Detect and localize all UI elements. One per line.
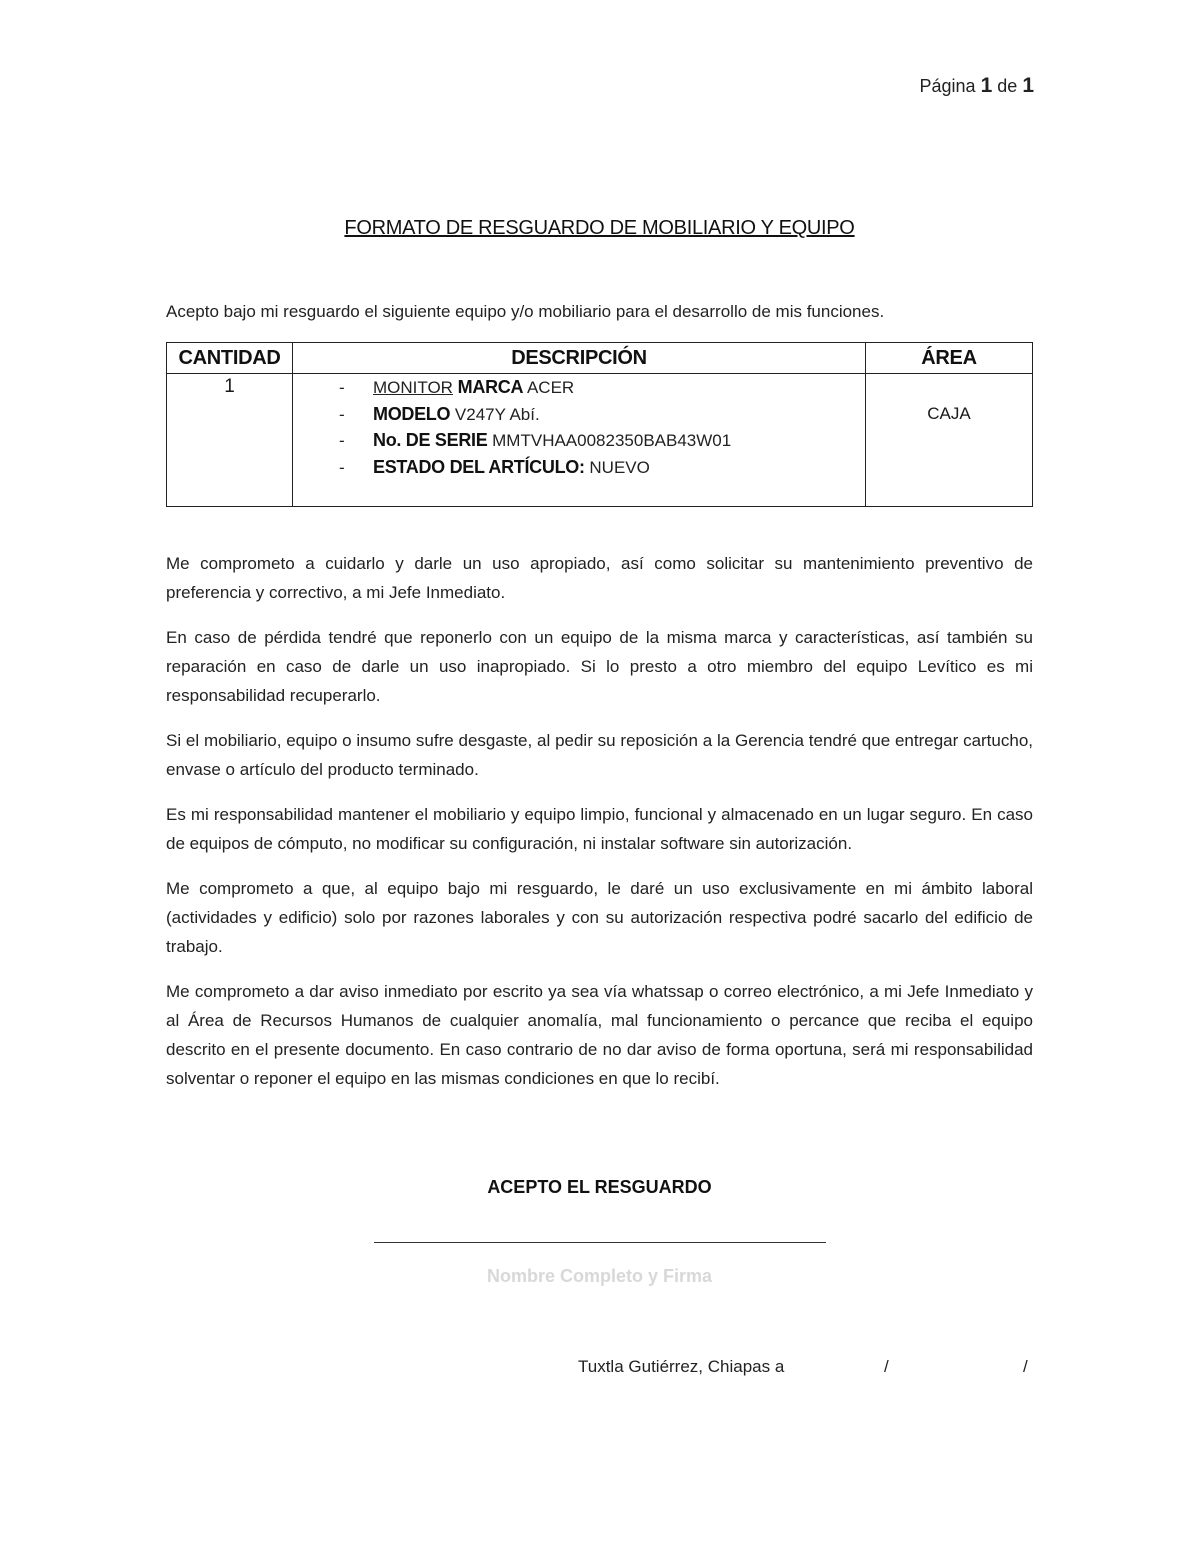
area-value: CAJA (927, 404, 971, 423)
date-separator: / (884, 1357, 889, 1376)
label-model: MODELO (373, 403, 451, 424)
bullet-dash: - (339, 431, 345, 450)
value-brand: ACER (523, 378, 575, 397)
signature-line (374, 1242, 826, 1243)
list-item-brand (339, 374, 865, 401)
list-item-condition (339, 454, 865, 481)
value-serial: MMTVHAA0082350BAB43W01 (487, 431, 732, 450)
list-item-serial (339, 427, 865, 454)
header-description: DESCRIPCIÓN (293, 343, 866, 374)
document-title: FORMATO DE RESGUARDO DE MOBILIARIO Y EQUIPO (344, 217, 855, 239)
paragraph-responsibility: Es mi responsabilidad mantener el mobiliario y equipo limpio, funcional y almacenado en un lugar seguro. En caso de equipos de cómputo, no modificar su configuración, ni instalar software sin autorización. (166, 805, 1033, 853)
bullet-dash: - (339, 457, 345, 477)
commitment-paragraphs (166, 549, 1033, 1109)
page-total: 1 (1022, 74, 1034, 97)
table-header-row (167, 343, 1033, 374)
bullet-dash: - (339, 404, 345, 424)
label-brand: MARCA (452, 377, 524, 397)
cell-area (866, 374, 1033, 507)
paragraph-notice: Me comprometo a dar aviso inmediato por escrito ya sea vía whatssap o correo electrónico, a mi Jefe Inmediato y al Área de Recursos Humanos de cualquier anomalía, mal funcionamiento o percance que reciba el equipo descrito en el presente documento. En caso contrario de no dar aviso de forma oportuna, será mi responsabilidad solventar o reponer el equipo en las mismas condiciones en que lo recibí. (166, 982, 1033, 1088)
page-of: de (997, 76, 1018, 96)
item-type: MONITOR (373, 378, 453, 397)
accept-heading: ACEPTO EL RESGUARDO (487, 1177, 712, 1197)
label-condition: ESTADO DEL ARTÍCULO: (373, 456, 585, 477)
equipment-table (166, 342, 1033, 507)
cell-quantity: 1 (167, 374, 293, 507)
header-area: ÁREA (866, 343, 1033, 374)
value-model: V247Y Abí. (450, 404, 540, 424)
paragraph-care: Me comprometo a cuidarlo y darle un uso apropiado, así como solicitar su mantenimiento preventivo de preferencia y correctivo, a mi Jefe Inmediato. (166, 554, 1033, 602)
paragraph-usage: Me comprometo a que, al equipo bajo mi resguardo, le daré un uso exclusivamente en mi ámbito laboral (actividades y edificio) solo por razones laborales y con su autorización respectiva podré sacarlo del edificio de trabajo. (166, 879, 1033, 956)
page-current: 1 (980, 74, 993, 97)
paragraph-wear: Si el mobiliario, equipo o insumo sufre desgaste, al pedir su reposición a la Gerencia tendré que entregar cartucho, envase o artículo del producto terminado. (166, 731, 1033, 779)
description-list (293, 374, 865, 480)
page-label: Página (919, 76, 976, 96)
place-text: Tuxtla Gutiérrez, Chiapas a (578, 1357, 785, 1376)
signature-label: Nombre Completo y Firma (486, 1266, 713, 1286)
paragraph-loss: En caso de pérdida tendré que reponerlo con un equipo de la misma marca y características, así también su reparación en caso de darle un uso inapropiado. Si lo presto a otro miembro del equipo Levítico es mi responsabilidad recuperarlo. (166, 628, 1033, 705)
table-row (167, 374, 1033, 507)
header-quantity: CANTIDAD (167, 343, 293, 374)
cell-description (293, 374, 866, 507)
value-condition: NUEVO (584, 457, 650, 477)
intro-text: Acepto bajo mi resguardo el siguiente equipo y/o mobiliario para el desarrollo de mis funciones. (166, 302, 885, 321)
date-separator: / (1023, 1357, 1028, 1376)
list-item-model (339, 401, 865, 428)
label-serial: No. DE SERIE (373, 430, 488, 450)
bullet-dash: - (339, 378, 345, 397)
page-number (919, 74, 1034, 98)
place-date (578, 1357, 1033, 1377)
